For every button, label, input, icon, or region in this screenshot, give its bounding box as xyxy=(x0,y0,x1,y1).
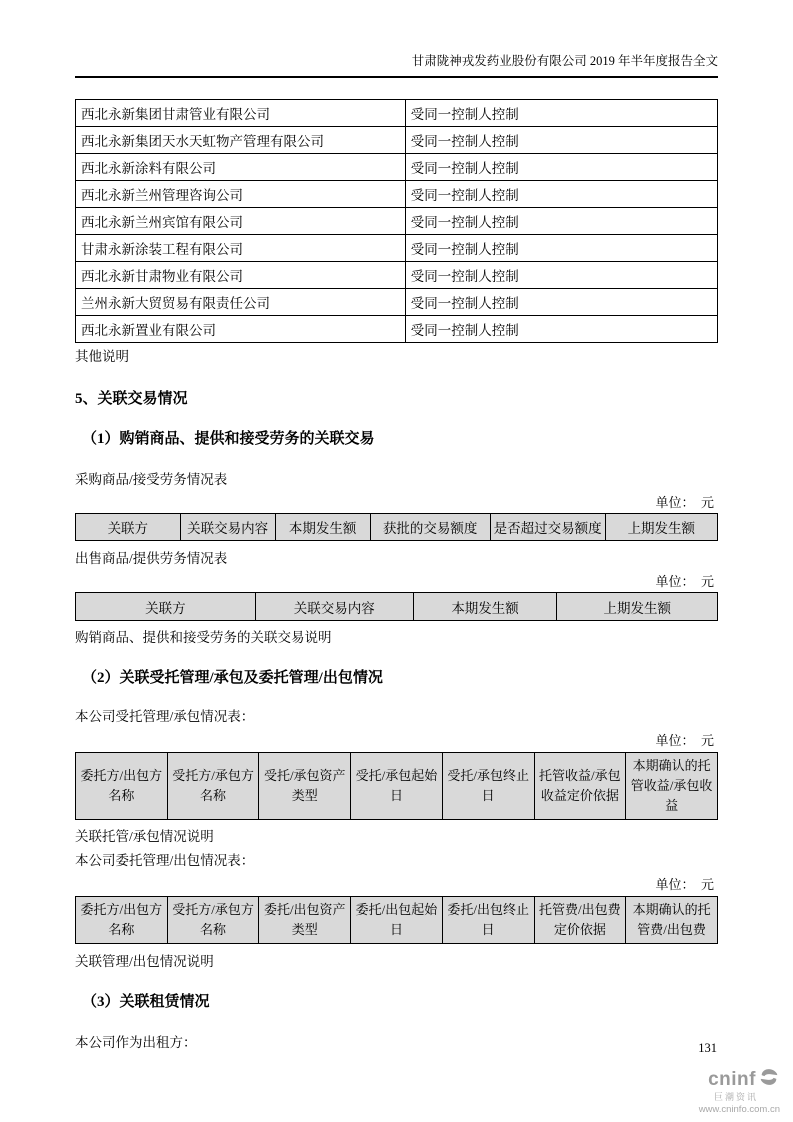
table-row xyxy=(76,181,718,208)
company-name-cell: 西北永新涂料有限公司 xyxy=(76,154,406,181)
section-5-2-title: （2）关联受托管理/承包及委托管理/出包情况 xyxy=(82,670,383,686)
column-header: 委托/出包起始日 xyxy=(351,897,443,944)
column-header: 委托方/出包方名称 xyxy=(76,753,168,820)
cninfo-brand-text: cninf xyxy=(708,1068,756,1090)
table-row xyxy=(76,100,718,127)
column-header: 受托/承包终止日 xyxy=(442,753,534,820)
table-row xyxy=(76,235,718,262)
table-row xyxy=(76,154,718,181)
control-relation-cell: 受同一控制人控制 xyxy=(405,235,717,262)
column-header: 是否超过交易额度 xyxy=(490,514,605,541)
column-header: 本期确认的托管费/出包费 xyxy=(626,897,718,944)
lessor-label: 本公司作为出租方： xyxy=(75,1035,197,1050)
cninfo-logo-icon xyxy=(758,1066,780,1092)
table-row xyxy=(76,316,718,343)
company-name-cell: 西北永新甘肃物业有限公司 xyxy=(76,262,406,289)
document-header-title: 甘肃陇神戎发药业股份有限公司 2019 年半年度报告全文 xyxy=(75,0,718,78)
control-relation-cell: 受同一控制人控制 xyxy=(405,127,717,154)
column-header: 受托方/承包方名称 xyxy=(167,753,259,820)
column-header: 本期确认的托管收益/承包收益 xyxy=(626,753,718,820)
column-header: 受托方/承包方名称 xyxy=(167,897,259,944)
company-name-cell: 西北永新兰州宾馆有限公司 xyxy=(76,208,406,235)
column-header: 关联交易内容 xyxy=(180,514,275,541)
column-header: 关联交易内容 xyxy=(255,593,413,621)
column-header: 关联方 xyxy=(76,514,181,541)
cninfo-brand-chinese: 巨潮资讯 xyxy=(713,1092,758,1102)
table-row xyxy=(76,208,718,235)
column-header: 本期发生额 xyxy=(413,593,557,621)
cninfo-url: www.cninfo.com.cn xyxy=(698,1104,780,1115)
cninfo-footer-logo xyxy=(699,1066,780,1115)
company-name-cell: 西北永新集团天水天虹物产管理有限公司 xyxy=(76,127,406,154)
purchase-transactions-table xyxy=(75,513,718,541)
column-header: 委托方/出包方名称 xyxy=(76,897,168,944)
page-content xyxy=(75,0,718,1051)
column-header: 受托/承包起始日 xyxy=(351,753,443,820)
unit-label: 单位： 元 xyxy=(655,877,714,892)
purchase-sale-note: 购销商品、提供和接受劳务的关联交易说明 xyxy=(75,630,332,645)
table-header-row xyxy=(76,593,718,621)
company-name-cell: 西北永新兰州管理咨询公司 xyxy=(76,181,406,208)
table-header-row xyxy=(76,514,718,541)
column-header: 委托/出包资产类型 xyxy=(259,897,351,944)
column-header: 托管费/出包费定价依据 xyxy=(534,897,626,944)
unit-label: 单位： 元 xyxy=(655,495,714,510)
related-companies-table xyxy=(75,99,718,343)
control-relation-cell: 受同一控制人控制 xyxy=(405,289,717,316)
column-header: 本期发生额 xyxy=(275,514,370,541)
company-name-cell: 甘肃永新涂装工程有限公司 xyxy=(76,235,406,262)
company-name-cell: 兰州永新大贸贸易有限责任公司 xyxy=(76,289,406,316)
entrusted-note: 关联托管/承包情况说明 xyxy=(75,829,214,844)
section-5-title: 5、关联交易情况 xyxy=(75,391,188,407)
sale-transactions-table xyxy=(75,592,718,621)
outsourced-table-caption: 本公司委托管理/出包情况表： xyxy=(75,853,255,868)
control-relation-cell: 受同一控制人控制 xyxy=(405,208,717,235)
outsourced-management-table xyxy=(75,896,718,944)
column-header: 获批的交易额度 xyxy=(370,514,490,541)
table-header-row xyxy=(76,897,718,944)
column-header: 受托/承包资产类型 xyxy=(259,753,351,820)
unit-label: 单位： 元 xyxy=(655,574,714,589)
page-number: 131 xyxy=(698,1041,717,1055)
column-header: 托管收益/承包收益定价依据 xyxy=(534,753,626,820)
table-row xyxy=(76,127,718,154)
control-relation-cell: 受同一控制人控制 xyxy=(405,262,717,289)
control-relation-cell: 受同一控制人控制 xyxy=(405,100,717,127)
sale-table-caption: 出售商品/提供劳务情况表 xyxy=(75,551,228,566)
control-relation-cell: 受同一控制人控制 xyxy=(405,316,717,343)
unit-label: 单位： 元 xyxy=(655,733,714,748)
purchase-table-caption: 采购商品/接受劳务情况表 xyxy=(75,472,228,487)
company-name-cell: 西北永新集团甘肃管业有限公司 xyxy=(76,100,406,127)
other-notes-label: 其他说明 xyxy=(75,349,129,364)
table-row xyxy=(76,289,718,316)
control-relation-cell: 受同一控制人控制 xyxy=(405,154,717,181)
column-header: 上期发生额 xyxy=(605,514,717,541)
column-header: 关联方 xyxy=(76,593,256,621)
table-header-row xyxy=(76,753,718,820)
outsourced-note: 关联管理/出包情况说明 xyxy=(75,954,214,969)
control-relation-cell: 受同一控制人控制 xyxy=(405,181,717,208)
table-row xyxy=(76,262,718,289)
company-name-cell: 西北永新置业有限公司 xyxy=(76,316,406,343)
column-header: 上期发生额 xyxy=(557,593,718,621)
section-5-1-title: （1）购销商品、提供和接受劳务的关联交易 xyxy=(82,431,375,447)
section-5-3-title: （3）关联租赁情况 xyxy=(82,994,210,1010)
column-header: 委托/出包终止日 xyxy=(442,897,534,944)
entrusted-management-table xyxy=(75,752,718,820)
entrusted-table-caption: 本公司受托管理/承包情况表： xyxy=(75,709,255,724)
